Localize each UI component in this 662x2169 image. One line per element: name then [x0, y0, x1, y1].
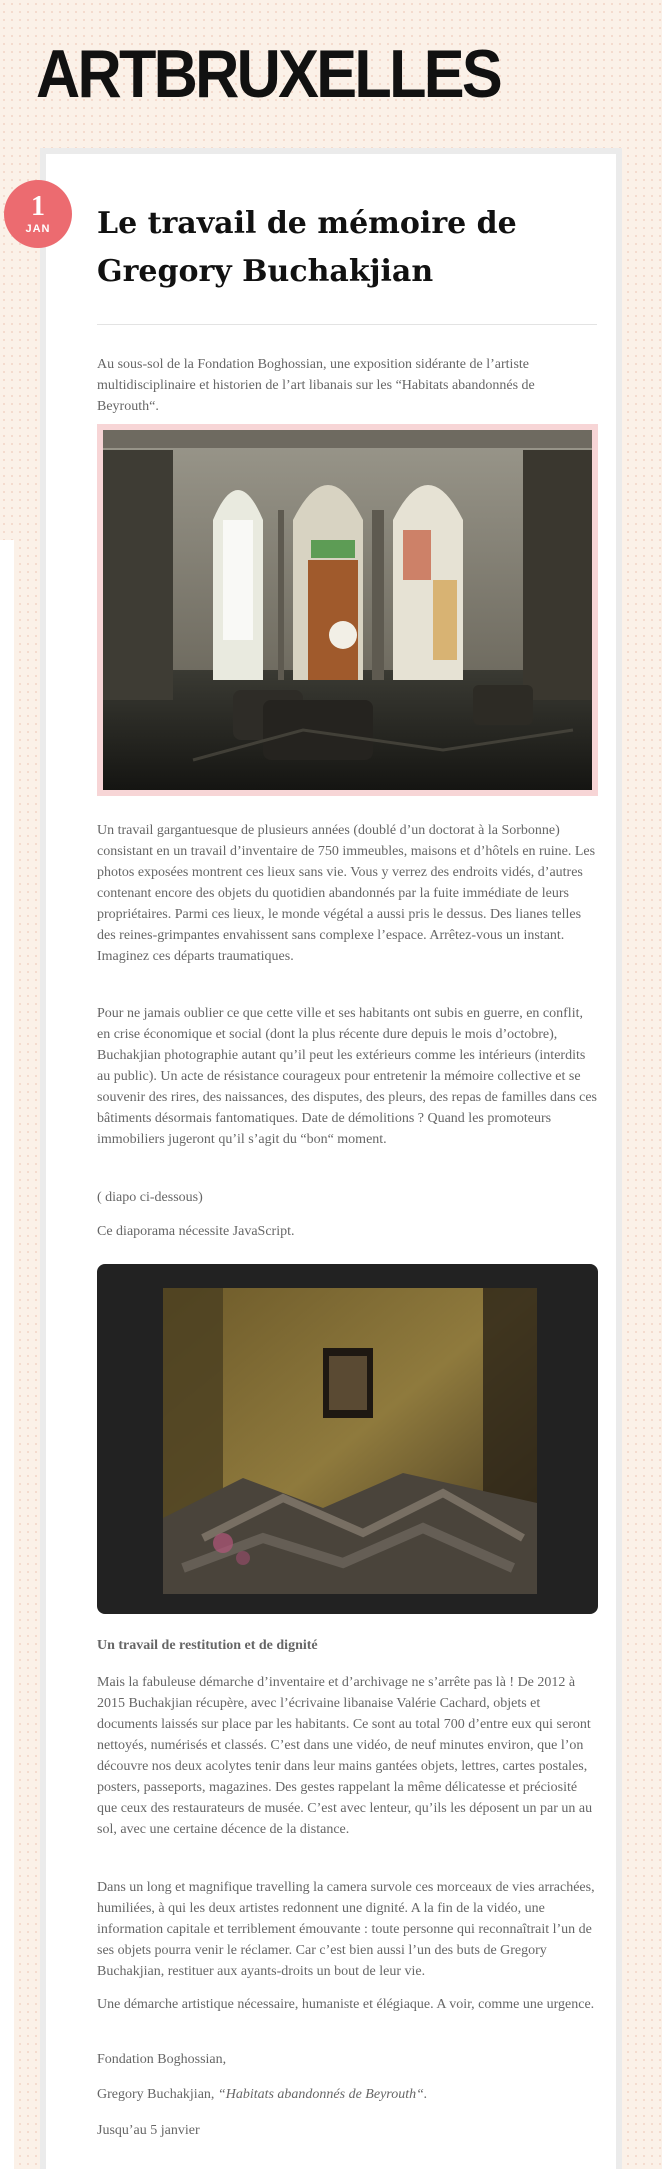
left-edge-strip — [0, 540, 14, 2169]
site-title[interactable]: ARTBRUXELLES — [36, 36, 501, 112]
body-paragraph-1: Un travail gargantuesque de plusieurs années (doublé d’un doctorat à la Sorbonne) consistant en un travail d’inventaire de 750 immeubles, maisons et d’hôtels en ruine. Les photos exposées montrent ces lieux sans vie. Vous y verrez des endroits vidés, d’autres contenant encore des objets du quotidien abandonnés par la fuite immédiate de leurs propriétaires. Parmi ces lieux, le monde végétal a aussi pris le dessus. Des lianes telles des reines-grimpantes envahissent sans complexe l’espace. Arrêtez-vous un instant. Imaginez ces départs traumatiques. — [97, 823, 596, 964]
featured-photo[interactable] — [103, 430, 592, 790]
exhibition-title: “Habitats abandonnés de Beyrouth“. — [217, 2087, 428, 2102]
body-paragraph-5: Une démarche artistique nécessaire, humaniste et élégiaque. A voir, comme une urgence. — [97, 1997, 595, 2012]
date-month: JAN — [25, 223, 51, 235]
body-paragraph-2: Pour ne jamais oublier ce que cette ville et ses habitants ont subis en guerre, en conflit, en crise économique et social (dont la plus récente dure depuis le mois d’octobre), Buchakjian photographie autant qu’il peut les extérieurs comme les intérieurs (interdits au public). Un acte de résistance courageux pour entretenir la mémoire collective et se souvenir des rires, des naissances, des disputes, des pleurs, des repas de familles dans ces bâtiments désormais fantomatiques. Date de démolitions ? Quand les promoteurs immobiliers jugeront qu’il s’agit du “bon“ moment. — [97, 1006, 597, 1147]
body-paragraph-4: Dans un long et magnifique travelling la camera survole ces morceaux de vies arrachées, humiliées, à qui les deux artistes redonnent une dignité. A la fin de la vidéo, une information capitale et terriblement émouvante : toute personne qui reconnaîtrait l’un de ses objets pourra venir le réclamer. Car c’est bien aussi l’un des buts de Gregory Buchakjian, restituer aux ayants-droits un bout de leur vie. — [97, 1880, 595, 1979]
javascript-notice: Ce diaporama nécessite JavaScript. — [97, 1224, 295, 1239]
artist-line — [97, 2084, 597, 2105]
ruined-room-illustration — [163, 1288, 537, 1594]
featured-photo-frame — [97, 424, 598, 796]
dates-line: Jusqu’au 5 janvier — [97, 2123, 200, 2138]
post-title[interactable]: Le travail de mémoire de Gregory Buchakjian — [97, 206, 517, 289]
title-divider — [97, 324, 597, 325]
artist-name: Gregory Buchakjian, — [97, 2087, 215, 2102]
section-subheading: Un travail de restitution et de dignité — [97, 1638, 318, 1653]
date-badge — [4, 180, 72, 248]
date-day: 1 — [31, 191, 45, 222]
venue-line: Fondation Boghossian, — [97, 2052, 227, 2067]
slideshow-note: ( diapo ci-dessous) — [97, 1190, 203, 1205]
slideshow-image[interactable] — [163, 1288, 537, 1594]
intro-paragraph: Au sous-sol de la Fondation Boghossian, une exposition sidérante de l’artiste multidisciplinaire et historien de l’art libanais sur les “Habitats abandonnés de Beyrouth“. — [97, 357, 535, 414]
body-paragraph-3: Mais la fabuleuse démarche d’inventaire et d’archivage ne s’arrête pas là ! De 2012 à 2015 Buchakjian récupère, avec l’écrivaine libanaise Valérie Cachard, objets et documents laissés sur place par les habitants. Ce sont au total 700 d’entre eux qui seront nettoyés, numérisés et classés. C’est dans une vidéo, de neuf minutes environ, que l’on découvre nos deux acolytes tenir dans leur mains gantées objets, lettres, cartes postales, posters, passeports, magazines. Des gestes rappelant la même délicatesse et préciosité que ceux des restaurateurs de musée. C’est avec lenteur, qu’ils les déposent un par un au sol, avec une certaine décence de la distance. — [97, 1675, 593, 1837]
slideshow[interactable] — [97, 1264, 598, 1614]
abandoned-room-illustration — [103, 430, 592, 790]
